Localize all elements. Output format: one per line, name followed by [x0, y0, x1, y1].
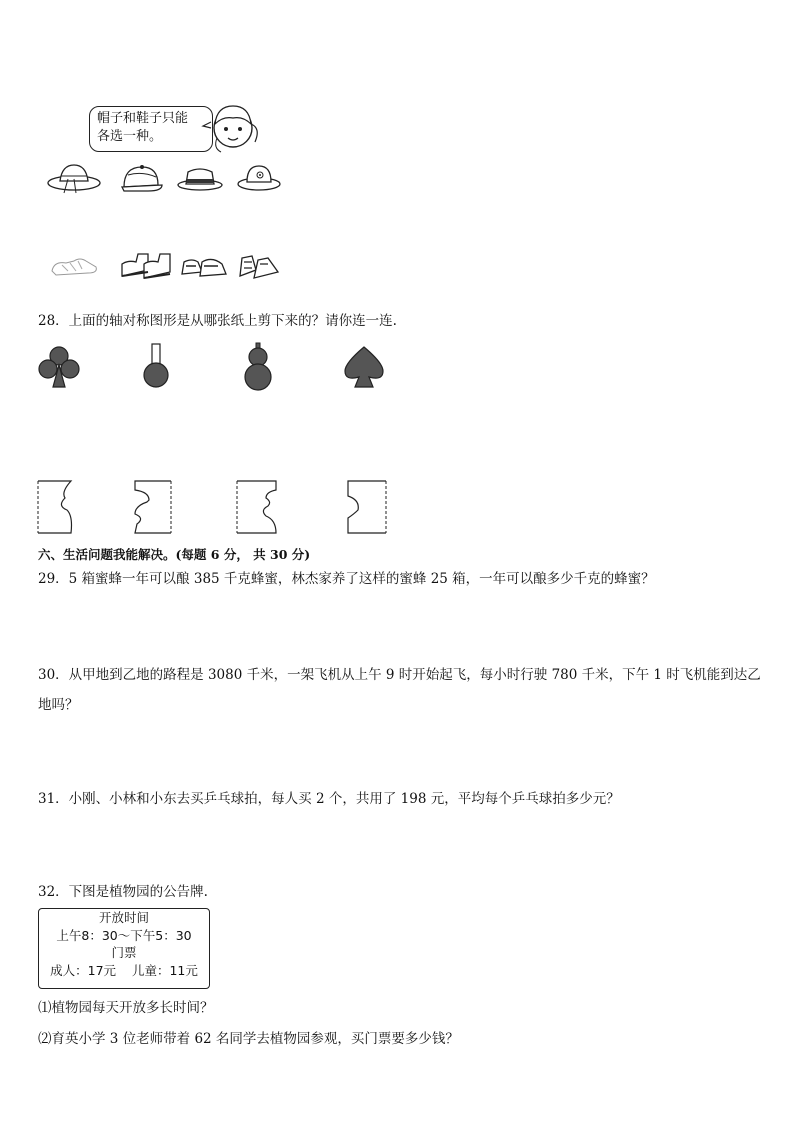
boot-icon	[118, 250, 174, 282]
baseball-cap-icon	[118, 163, 164, 195]
club-icon	[37, 345, 81, 389]
notice-hours: 上午8：30～下午5：30	[56, 927, 192, 943]
sandal-icon	[48, 253, 100, 279]
paper-piece-4	[346, 480, 388, 534]
q32-text: 32．下图是植物园的公告牌.	[38, 884, 208, 900]
q30-line-2: 地吗？	[38, 697, 79, 713]
paper-piece-3	[236, 480, 278, 534]
notice-board	[38, 908, 210, 989]
q29-text: 29．5 箱蜜蜂一年可以酿 385 千克蜂蜜，林杰家养了这样的蜜蜂 25 箱，一年可以酿多少千克的蜂蜜？	[38, 571, 655, 587]
girl-icon	[203, 98, 263, 158]
notice-title: 开放时间	[98, 910, 149, 925]
speech-line-1: 帽子和鞋子只能	[97, 111, 189, 126]
q28-text: 28．上面的轴对称图形是从哪张纸上剪下来的？请你连一连.	[38, 313, 397, 329]
q30-line-1: 30．从甲地到乙地的路程是 3080 千米，一架飞机从上午 9 时开始起飞，每小时行驶 780 千米，下午 1 时飞机能到达乙	[38, 667, 761, 683]
fedora-icon	[176, 166, 224, 192]
paper-piece-1	[37, 480, 77, 534]
section-6-title: 六、生活问题我能解决。(每题 6 分， 共 30 分)	[38, 547, 311, 562]
spade-icon	[341, 345, 387, 389]
notice-prices: 成人：17元 儿童：11元	[50, 962, 198, 978]
q32-sub-2: ⑵育英小学 3 位老师带着 62 名同学去植物园参观，买门票要多少钱？	[38, 1031, 459, 1047]
racket-shape-icon	[141, 343, 171, 389]
paper-piece-2	[133, 480, 173, 534]
sneaker-icon	[178, 252, 228, 280]
gourd-icon	[241, 343, 275, 391]
q31-text: 31．小刚、小林和小东去买乒乓球拍，每人买 2 个，共用了 198 元，平均每个乒乓球拍多少元？	[38, 791, 620, 807]
flower-hat-icon	[236, 162, 282, 192]
q32-sub-1: ⑴植物园每天开放多长时间？	[38, 1000, 214, 1016]
notice-ticket-title: 门票	[111, 945, 137, 960]
sun-hat-icon	[46, 163, 102, 195]
speech-line-2: 各选一种。	[97, 129, 163, 144]
high-top-icon	[236, 250, 282, 282]
speech-text	[97, 110, 188, 146]
